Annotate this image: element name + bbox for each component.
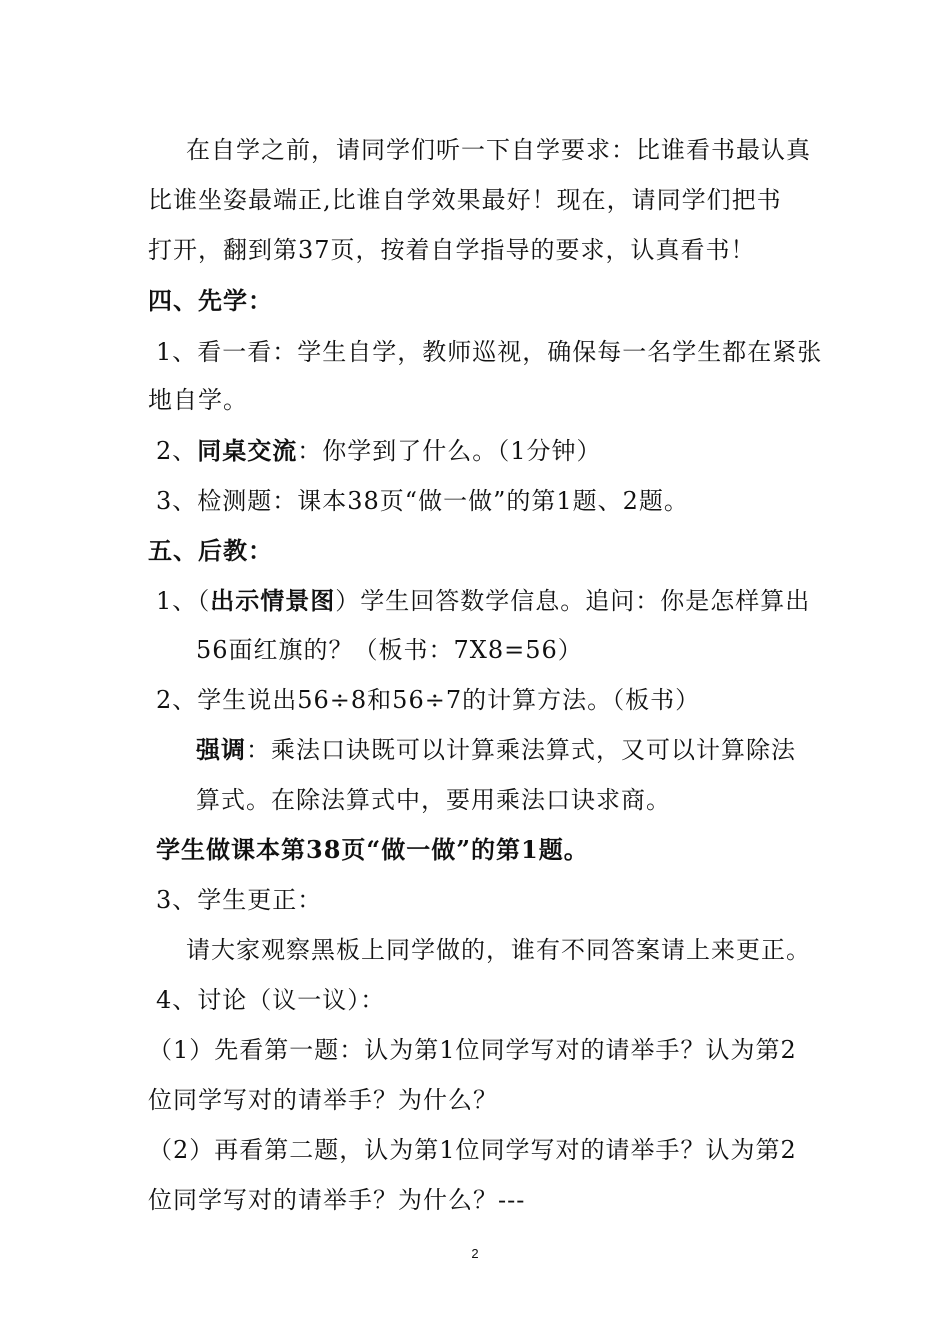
paragraph-line: 打开，翻到第37页，按着自学指导的要求，认真看书！ (148, 236, 756, 264)
section-heading: 四、先学： (148, 286, 273, 315)
list-number: 2、 (156, 437, 198, 465)
paragraph-line: 比谁坐姿最端正,比谁自学效果最好！现在，请同学们把书 (148, 186, 782, 214)
paragraph-line: 位同学写对的请举手？为什么？--- (148, 1186, 526, 1214)
paragraph-line: 2、学生说出56÷8和56÷7的计算方法。（板书） (156, 686, 701, 714)
paragraph-line: （2）再看第二题，认为第1位同学写对的请举手？认为第2 (148, 1136, 797, 1164)
paragraph-line: 56面红旗的？（板书：7X8=56） (196, 636, 583, 664)
paragraph-line: 算式。在除法算式中，要用乘法口诀求商。 (196, 786, 671, 814)
paragraph-line (156, 585, 816, 617)
bold-phrase: 同桌交流 (197, 436, 298, 465)
section-heading: 五、后教： (148, 536, 273, 565)
paragraph-line: 4、讨论（议一议）： (156, 986, 386, 1014)
list-number: 1、（ (156, 587, 211, 615)
paragraph-line: 地自学。 (148, 386, 248, 414)
paragraph-line: 1、看一看：学生自学，教师巡视，确保每一名学生都在紧张 (156, 338, 823, 366)
bold-phrase: 出示情景图 (210, 586, 336, 615)
paragraph-line (156, 435, 816, 467)
paragraph-line: 位同学写对的请举手？为什么？ (148, 1086, 498, 1114)
page-number: 2 (471, 1246, 479, 1261)
paragraph-line: 在自学之前，请同学们听一下自学要求：比谁看书最认真 (186, 136, 811, 164)
bold-phrase: 强调 (196, 735, 246, 764)
paragraph-line: 请大家观察黑板上同学做的，谁有不同答案请上来更正。 (186, 936, 811, 964)
line-text: ）学生回答数学信息。追问：你是怎样算出 (335, 587, 811, 615)
line-text: ：乘法口诀既可以计算乘法算式，又可以计算除法 (246, 736, 796, 764)
bold-line: 学生做课本第38页“做一做”的第1题。 (156, 835, 589, 864)
line-text: ：你学到了什么。（1分钟） (297, 437, 602, 465)
paragraph-line (196, 734, 856, 766)
paragraph-line: （1）先看第一题：认为第1位同学写对的请举手？认为第2 (148, 1036, 797, 1064)
paragraph-line: 3、检测题：课本38页“做一做”的第1题、2题。 (156, 487, 689, 515)
paragraph-line: 3、学生更正： (156, 886, 323, 914)
